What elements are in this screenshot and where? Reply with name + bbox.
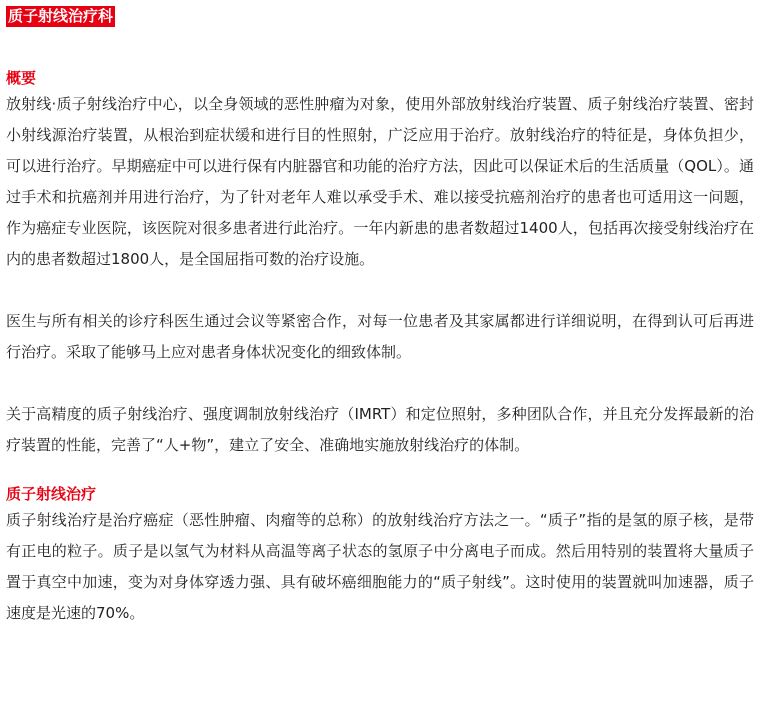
article xyxy=(6,6,754,629)
overview-paragraph-3: 关于高精度的质子射线治疗、强度调制放射线治疗（IMRT）和定位照射，多种团队合作，并且充分发挥最新的治疗装置的性能，完善了“人+物”，建立了安全、准确地实施放射线治疗的体制。 xyxy=(6,405,754,454)
overview-paragraph-2: 医生与所有相关的诊疗科医生通过会议等紧密合作，对每一位患者及其家属都进行详细说明，在得到认可后再进行治疗。采取了能够马上应对患者身体状况变化的细致体制。 xyxy=(6,312,754,361)
overview-paragraph-1: 放射线·质子射线治疗中心，以全身领域的恶性肿瘤为对象，使用外部放射线治疗装置、质子射线治疗装置、密封小射线源治疗装置，从根治到症状缓和进行目的性照射，广泛应用于治疗。放射线治疗的特征是，身体负担少，可以进行治疗。早期癌症中可以进行保有内脏器官和功能的治疗方法，因此可以保证术后的生活质量（QOL）。通过手术和抗癌剂并用进行治疗，为了针对老年人难以承受手术、难以接受抗癌剂治疗的患者也可适用这一问题，作为癌症专业医院，该医院对很多患者进行此治疗。一年内新患的患者数超过1400人，包括再次接受射线治疗在内的患者数超过1800人，是全国屈指可数的治疗设施。 xyxy=(6,95,754,268)
proton-therapy-paragraph-1: 质子射线治疗是治疗癌症（恶性肿瘤、肉瘤等的总称）的放射线治疗方法之一。“质子”指的是氢的原子核，是带有正电的粒子。质子是以氢气为材料从高温等离子状态的氢原子中分离电子而成。然后用特别的装置将大量质子置于真空中加速，变为对身体穿透力强、具有破坏癌细胞能力的“质子射线”。这时使用的装置就叫加速器，质子速度是光速的70%。 xyxy=(6,511,754,622)
page-title: 质子射线治疗科 xyxy=(8,7,114,25)
section-heading-overview: 概要 xyxy=(6,69,37,87)
section-heading-proton-therapy: 质子射线治疗 xyxy=(6,485,97,503)
